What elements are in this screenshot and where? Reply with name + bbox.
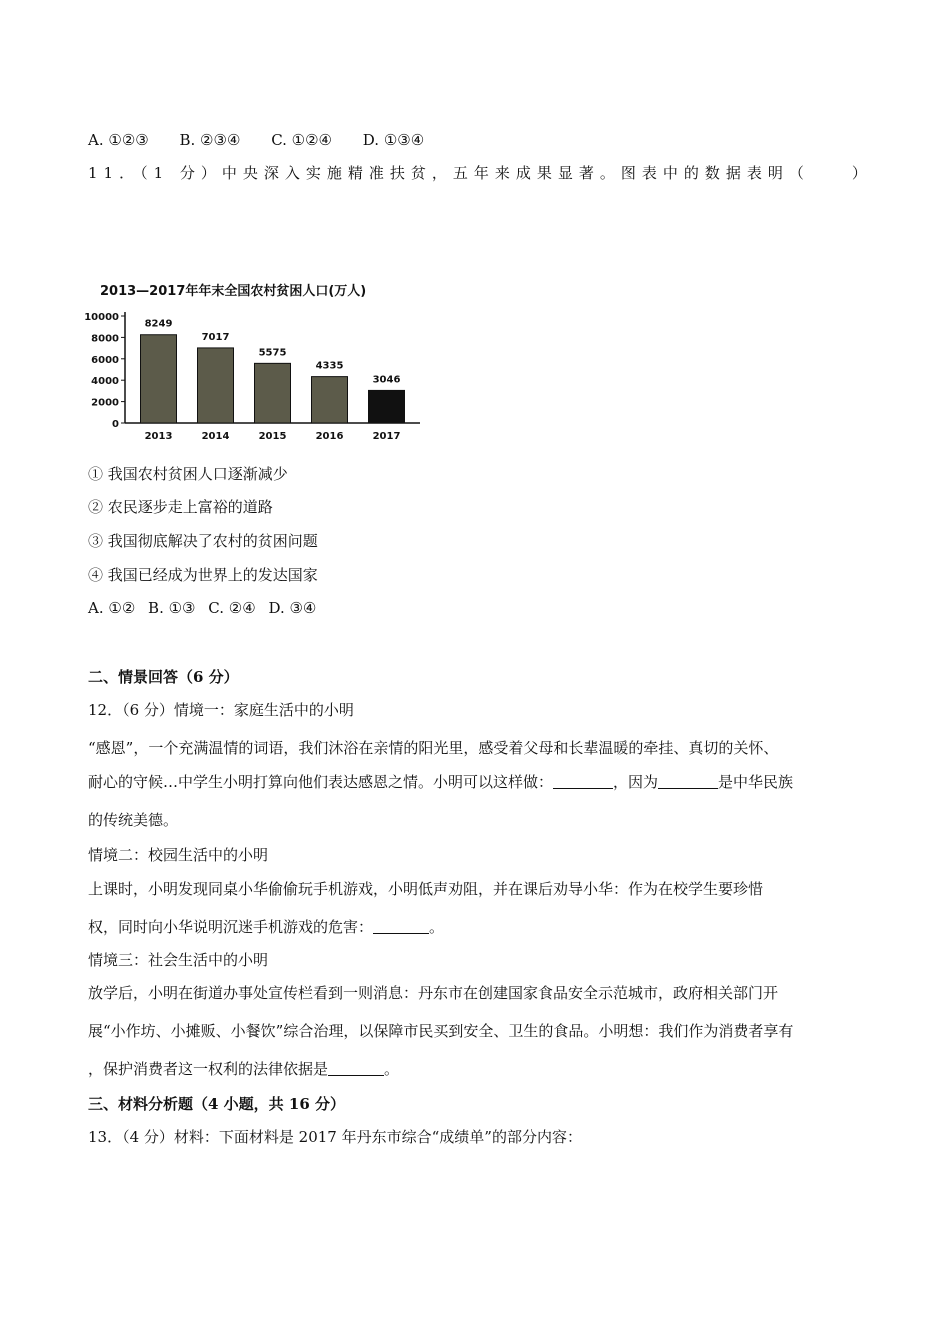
y-tick-label: 6000	[91, 354, 119, 366]
section2-title: 二、情景回答（6 分）	[88, 668, 239, 686]
answer-blank-4[interactable]	[328, 1060, 384, 1076]
q11-option-b: B. ①③	[148, 599, 196, 617]
answer-blank-2[interactable]	[658, 773, 718, 789]
q10-option-b: B. ②③④	[179, 131, 241, 149]
section3-title: 三、材料分析题（4 小题，共 16 分）	[88, 1095, 345, 1113]
scenario2-text-b: 。	[429, 918, 445, 936]
poverty-bar-chart	[80, 276, 425, 451]
q11-option-d: D. ③④	[268, 599, 317, 617]
q13-heading: 13．（4 分）材料：下面材料是 2017 年丹东市综合“成绩单”的部分内容：	[88, 1128, 582, 1146]
bar-2014	[198, 348, 234, 423]
scenario1-text-a: 耐心的守候…中学生小明打算向他们表达感恩之情。小明可以这样做：	[88, 773, 554, 791]
data-label-2014: 7017	[201, 331, 230, 343]
q12-heading: 12．（6 分）情境一：家庭生活中的小明	[88, 701, 354, 719]
scenario1-text-b: ，因为	[613, 773, 659, 791]
scenario3-line2: 展“小作坊、小摊贩、小餐饮”综合治理，以保障市民买到安全、卫生的食品。小明想：我们作为消费者享有	[88, 1022, 794, 1040]
scenario3-text-b: 。	[384, 1060, 400, 1078]
q11-option-c: C. ②④	[208, 599, 256, 617]
scenario2-text-a: 权，同时向小华说明沉迷手机游戏的危害：	[88, 918, 374, 936]
bar-2013	[141, 335, 177, 423]
q10-option-c: C. ①②④	[271, 131, 333, 149]
scenario2-heading: 情境二：校园生活中的小明	[88, 846, 269, 864]
scenario3-heading: 情境三：社会生活中的小明	[88, 951, 269, 969]
data-label-2017: 3046	[372, 374, 401, 386]
bar-2016	[312, 377, 348, 423]
y-tick-label: 2000	[91, 397, 119, 409]
x-tick-label-2015: 2015	[258, 431, 287, 442]
scenario3-text-a: ，保护消费者这一权利的法律依据是	[88, 1060, 329, 1078]
q11-options	[88, 598, 324, 618]
scenario1-line3: 的传统美德。	[88, 811, 179, 829]
x-tick-label-2017: 2017	[372, 431, 401, 442]
chart-title: 2013—2017年年末全国农村贫困人口(万人)	[100, 284, 367, 299]
scenario2-line2	[88, 917, 444, 937]
q11-statement-4: ④ 我国已经成为世界上的发达国家	[88, 566, 318, 584]
scenario2-line1: 上课时，小明发现同桌小华偷偷玩手机游戏，小明低声劝阻，并在课后劝导小华：作为在校学生要珍惜	[88, 880, 764, 898]
y-tick-label: 0	[112, 419, 119, 430]
chart-svg	[80, 276, 425, 451]
q10-options	[88, 130, 450, 150]
scenario1-line1: “感恩”，一个充满温情的词语，我们沐浴在亲情的阳光里，感受着父母和长辈温暖的牵挂、真切的关怀、	[88, 739, 779, 757]
q11-statement-3: ③ 我国彻底解决了农村的贫困问题	[88, 532, 318, 550]
q11-statement-1: ① 我国农村贫困人口逐渐减少	[88, 465, 288, 483]
q10-option-a: A. ①②③	[88, 131, 149, 149]
y-tick-label: 10000	[84, 312, 119, 323]
y-tick-label: 4000	[91, 376, 119, 388]
answer-blank-3[interactable]	[373, 918, 429, 934]
q11-option-a: A. ①②	[88, 599, 136, 617]
scenario3-line1: 放学后，小明在街道办事处宣传栏看到一则消息：丹东市在创建国家食品安全示范城市，政府相关部门开	[88, 984, 779, 1002]
x-tick-label-2013: 2013	[144, 431, 173, 442]
y-tick-label: 8000	[91, 333, 119, 345]
x-tick-label-2016: 2016	[315, 431, 344, 442]
bar-2015	[255, 363, 291, 423]
scenario3-line3	[88, 1059, 399, 1079]
data-label-2016: 4335	[315, 360, 344, 372]
answer-blank-1[interactable]	[553, 773, 613, 789]
data-label-2013: 8249	[144, 318, 173, 330]
q11-statement-2: ② 农民逐步走上富裕的道路	[88, 498, 273, 516]
data-label-2015: 5575	[258, 347, 287, 359]
q10-option-d: D. ①③④	[362, 131, 425, 149]
scenario1-line2	[88, 772, 793, 792]
scenario1-text-c: 是中华民族	[718, 773, 794, 791]
bar-2017	[369, 390, 405, 423]
x-tick-label-2014: 2014	[201, 431, 230, 442]
q11-stem: 11．（1 分）中央深入实施精准扶贫，五年来成果显著。图表中的数据表明（ ）	[88, 164, 873, 182]
